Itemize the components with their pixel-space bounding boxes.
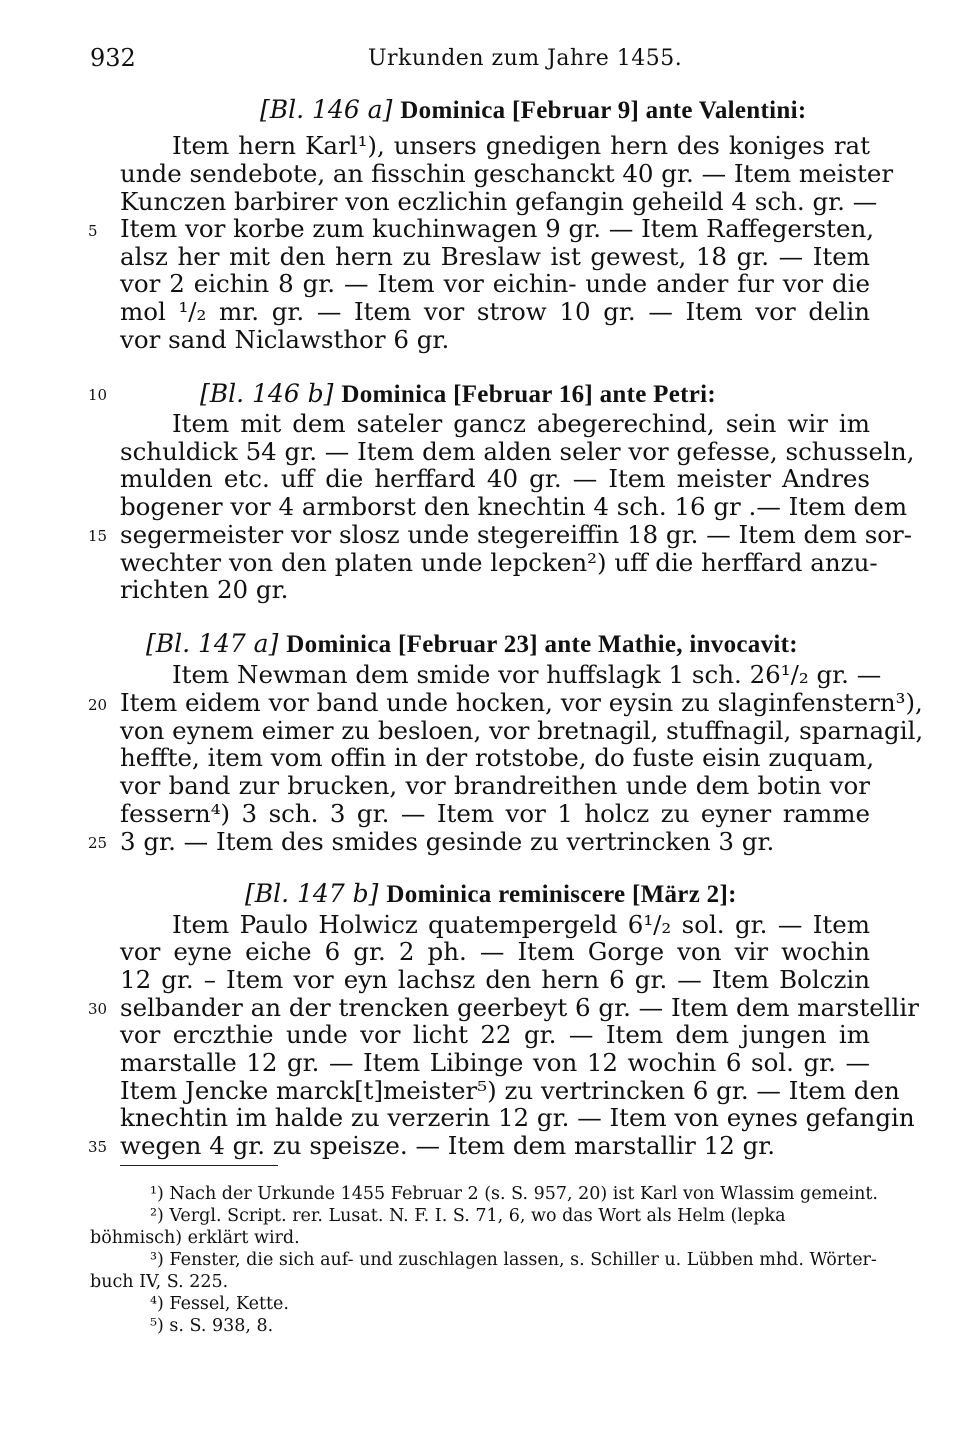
text-line: wegen 4 gr. zu speisze. — Item dem marstallir 12 gr. — [120, 1131, 776, 1160]
text-line: Item hern Karl¹), unsers gnedigen hern des koniges rat — [172, 131, 870, 160]
page-number: 932 — [90, 44, 136, 72]
text-line: knechtin im halde zu verzerin 12 gr. — Item von eynes gefangin — [120, 1103, 915, 1132]
footnote: ³) Fenster, die sich auf- und zuschlagen lassen, s. Schiller u. Lübben mhd. Wörter- — [150, 1250, 877, 1270]
text-line: segermeister vor slosz unde stegereiffin 18 gr. — Item dem sor- — [120, 520, 913, 549]
line-number: 25 — [88, 834, 108, 852]
text-line: 3 gr. — Item des smides gesinde zu vertrincken 3 gr. — [120, 827, 775, 856]
section-heading — [245, 880, 885, 909]
text-line: fessern⁴) 3 sch. 3 gr. — Item vor 1 holcz zu eyner ramme — [120, 799, 870, 828]
line-number: 10 — [88, 386, 108, 404]
text-line: Item eidem vor band unde hocken, vor eysin zu slaginfenstern³), — [120, 688, 923, 717]
line-number: 30 — [88, 1000, 108, 1018]
running-title: Urkunden zum Jahre 1455. — [368, 46, 683, 71]
text-line: mulden etc. uff die herffard 40 gr. — Item meister Andres — [120, 464, 870, 493]
folio-reference: [Bl. 147 a] — [146, 629, 279, 658]
folio-reference: [Bl. 146 a] — [260, 95, 393, 124]
line-number: 15 — [88, 527, 108, 545]
section-title: Dominica [Februar 16] ante Petri: — [341, 381, 717, 408]
footnote-rule — [120, 1165, 278, 1166]
text-line: von eynem eimer zu besloen, vor bretnagil, stuffnagil, sparnagil, — [120, 716, 924, 745]
section-heading — [200, 380, 880, 409]
text-line: unde sendebote, an fisschin geschanckt 40 gr. — Item meister — [120, 159, 894, 188]
text-line: vor sand Niclawsthor 6 gr. — [120, 325, 450, 354]
text-line: Item Jencke marck[t]meister⁵) zu vertrincken 6 gr. — Item den — [120, 1076, 900, 1105]
text-line: Kunczen barbirer von eczlichin gefangin geheild 4 sch. gr. — — [120, 187, 878, 216]
text-line: Item mit dem sateler gancz abegerechind, sein wir im — [172, 409, 870, 438]
footnote-continuation: böhmisch) erklärt wird. — [90, 1228, 300, 1248]
text-line: alsz her mit den hern zu Breslaw ist gewest, 18 gr. — Item — [120, 242, 870, 271]
footnote: ⁵) s. S. 938, 8. — [150, 1316, 274, 1336]
text-line: vor 2 eichin 8 gr. — Item vor eichin- unde ander fur vor die — [120, 269, 870, 298]
text-line: vor band zur brucken, vor brandreithen unde dem botin vor — [120, 771, 870, 800]
text-line: selbander an der trencken geerbeyt 6 gr. — Item dem marstellir — [120, 993, 919, 1022]
line-number: 35 — [88, 1138, 108, 1156]
text-line: schuldick 54 gr. — Item dem alden seler vor gefesse, schusseln, — [120, 437, 915, 466]
text-line: Item Newman dem smide vor huffslagk 1 sch. 26¹/₂ gr. — — [172, 660, 882, 689]
text-line: vor erczthie unde vor licht 22 gr. — Item dem jungen im — [120, 1020, 870, 1049]
section-heading — [146, 630, 886, 659]
footnote: ²) Vergl. Script. rer. Lusat. N. F. I. S. 71, 6, wo das Wort als Helm (lepka — [150, 1206, 786, 1226]
text-line: wechter von den platen unde lepcken²) uff die herffard anzu- — [120, 548, 878, 577]
folio-reference: [Bl. 146 b] — [200, 379, 334, 408]
section-title: Dominica [Februar 23] ante Mathie, invocavit: — [286, 631, 798, 658]
text-line: Item Paulo Holwicz quatempergeld 6¹/₂ sol. gr. — Item — [172, 910, 870, 939]
section-title: Dominica reminiscere [März 2]: — [386, 881, 737, 908]
section-heading — [260, 96, 880, 125]
folio-reference: [Bl. 147 b] — [245, 879, 379, 908]
text-line: 12 gr. – Item vor eyn lachsz den hern 6 gr. — Item Bolczin — [120, 965, 870, 994]
section-title: Dominica [Februar 9] ante Valentini: — [400, 97, 807, 124]
text-line: mol ¹/₂ mr. gr. — Item vor strow 10 gr. — Item vor delin — [120, 297, 870, 326]
text-line: richten 20 gr. — [120, 575, 289, 604]
text-line: marstalle 12 gr. — Item Libinge von 12 wochin 6 sol. gr. — — [120, 1048, 870, 1077]
line-number: 5 — [88, 222, 98, 240]
text-line: heffte, item vom offin in der rotstobe, do fuste eisin zuquam, — [120, 743, 875, 772]
text-line: Item vor korbe zum kuchinwagen 9 gr. — Item Raffegersten, — [120, 214, 875, 243]
page-header — [90, 44, 890, 80]
footnote: ⁴) Fessel, Kette. — [150, 1294, 289, 1314]
text-line: vor eyne eiche 6 gr. 2 ph. — Item Gorge von vir wochin — [120, 937, 870, 966]
footnote-continuation: buch IV, S. 225. — [90, 1272, 229, 1292]
line-number: 20 — [88, 696, 108, 714]
footnote: ¹) Nach der Urkunde 1455 Februar 2 (s. S. 957, 20) ist Karl von Wlassim gemeint. — [150, 1184, 878, 1204]
text-line: bogener vor 4 armborst den knechtin 4 sch. 16 gr .— Item dem — [120, 492, 908, 521]
